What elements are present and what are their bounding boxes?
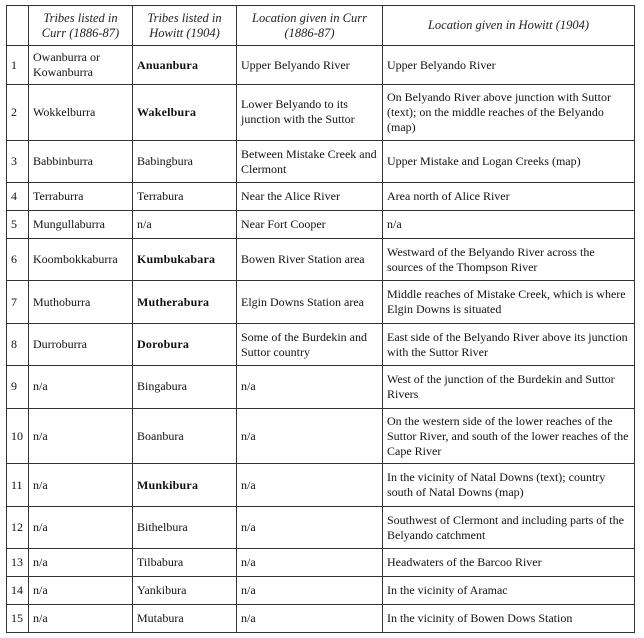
howitt-location: Area north of Alice River (383, 183, 635, 211)
row-number: 7 (7, 281, 29, 323)
table-row (7, 506, 635, 548)
howitt-location: Southwest of Clermont and including parts of the Belyando catchment (383, 506, 635, 548)
row-number: 2 (7, 85, 29, 141)
curr-location: Near the Alice River (237, 183, 383, 211)
table-header (7, 6, 635, 46)
curr-tribe: Durroburra (29, 323, 133, 365)
curr-tribe: Muthoburra (29, 281, 133, 323)
header-num (7, 6, 29, 46)
howitt-tribe: Munkibura (133, 464, 237, 506)
curr-location: Bowen River Station area (237, 239, 383, 281)
curr-tribe: Terraburra (29, 183, 133, 211)
curr-location: Between Mistake Creek and Clermont (237, 140, 383, 182)
howitt-tribe: Boanbura (133, 408, 237, 464)
curr-location: n/a (237, 549, 383, 577)
curr-location: n/a (237, 464, 383, 506)
howitt-location: East side of the Belyando River above its junction with the Suttor River (383, 323, 635, 365)
howitt-location: West of the junction of the Burdekin and Suttor Rivers (383, 366, 635, 408)
row-number: 12 (7, 506, 29, 548)
table-row (7, 211, 635, 239)
curr-location: n/a (237, 605, 383, 633)
curr-location: Lower Belyando to its junction with the Suttor (237, 85, 383, 141)
curr-tribe: n/a (29, 605, 133, 633)
howitt-tribe: Anuanbura (133, 46, 237, 85)
howitt-tribe: Bithelbura (133, 506, 237, 548)
header-howitt-tribes: Tribes listed in Howitt (1904) (133, 6, 237, 46)
howitt-location: Upper Mistake and Logan Creeks (map) (383, 140, 635, 182)
row-number: 6 (7, 239, 29, 281)
howitt-location: In the vicinity of Bowen Dows Station (383, 605, 635, 633)
howitt-tribe: Mutherabura (133, 281, 237, 323)
row-number: 4 (7, 183, 29, 211)
table-row (7, 605, 635, 633)
header-howitt-location: Location given in Howitt (1904) (383, 6, 635, 46)
row-number: 8 (7, 323, 29, 365)
curr-location: n/a (237, 506, 383, 548)
header-curr-tribes: Tribes listed in Curr (1886-87) (29, 6, 133, 46)
curr-tribe: n/a (29, 506, 133, 548)
howitt-tribe: Wakelbura (133, 85, 237, 141)
curr-tribe: n/a (29, 577, 133, 605)
howitt-tribe: Bingabura (133, 366, 237, 408)
curr-tribe: n/a (29, 408, 133, 464)
howitt-tribe: Tilbabura (133, 549, 237, 577)
curr-location: n/a (237, 408, 383, 464)
howitt-tribe: Terrabura (133, 183, 237, 211)
curr-tribe: Babbinburra (29, 140, 133, 182)
howitt-location: On Belyando River above junction with Suttor (text); on the middle reaches of the Belyando (map) (383, 85, 635, 141)
table-row (7, 239, 635, 281)
row-number: 13 (7, 549, 29, 577)
table-body (7, 46, 635, 633)
howitt-location: Headwaters of the Barcoo River (383, 549, 635, 577)
curr-location: Near Fort Cooper (237, 211, 383, 239)
howitt-location: Middle reaches of Mistake Creek, which is where Elgin Downs is situated (383, 281, 635, 323)
row-number: 1 (7, 46, 29, 85)
table-row (7, 549, 635, 577)
curr-tribe: n/a (29, 464, 133, 506)
row-number: 9 (7, 366, 29, 408)
curr-location: n/a (237, 577, 383, 605)
table-row (7, 183, 635, 211)
curr-location: n/a (237, 366, 383, 408)
howitt-location: Westward of the Belyando River across the sources of the Thompson River (383, 239, 635, 281)
curr-location: Upper Belyando River (237, 46, 383, 85)
howitt-location: Upper Belyando River (383, 46, 635, 85)
curr-tribe: Mungullaburra (29, 211, 133, 239)
table-row (7, 140, 635, 182)
howitt-location: In the vicinity of Aramac (383, 577, 635, 605)
header-row (7, 6, 635, 46)
row-number: 5 (7, 211, 29, 239)
row-number: 15 (7, 605, 29, 633)
curr-tribe: Owanburra or Kowanburra (29, 46, 133, 85)
table-row (7, 85, 635, 141)
curr-tribe: Wokkelburra (29, 85, 133, 141)
howitt-tribe: Mutabura (133, 605, 237, 633)
curr-location: Elgin Downs Station area (237, 281, 383, 323)
table-row (7, 281, 635, 323)
tribes-table (6, 5, 635, 633)
row-number: 10 (7, 408, 29, 464)
curr-location: Some of the Burdekin and Suttor country (237, 323, 383, 365)
header-curr-location: Location given in Curr (1886-87) (237, 6, 383, 46)
row-number: 11 (7, 464, 29, 506)
curr-tribe: n/a (29, 549, 133, 577)
howitt-location: On the western side of the lower reaches of the Suttor River, and south of the lower reaches of the Cape River (383, 408, 635, 464)
table-row (7, 408, 635, 464)
howitt-tribe: Dorobura (133, 323, 237, 365)
table-row (7, 366, 635, 408)
curr-tribe: Koombokkaburra (29, 239, 133, 281)
table-row (7, 323, 635, 365)
howitt-tribe: n/a (133, 211, 237, 239)
table-row (7, 464, 635, 506)
howitt-tribe: Kumbukabara (133, 239, 237, 281)
howitt-tribe: Yankibura (133, 577, 237, 605)
table-row (7, 577, 635, 605)
howitt-location: n/a (383, 211, 635, 239)
table-row (7, 46, 635, 85)
curr-tribe: n/a (29, 366, 133, 408)
howitt-tribe: Babingbura (133, 140, 237, 182)
row-number: 3 (7, 140, 29, 182)
howitt-location: In the vicinity of Natal Downs (text); country south of Natal Downs (map) (383, 464, 635, 506)
row-number: 14 (7, 577, 29, 605)
